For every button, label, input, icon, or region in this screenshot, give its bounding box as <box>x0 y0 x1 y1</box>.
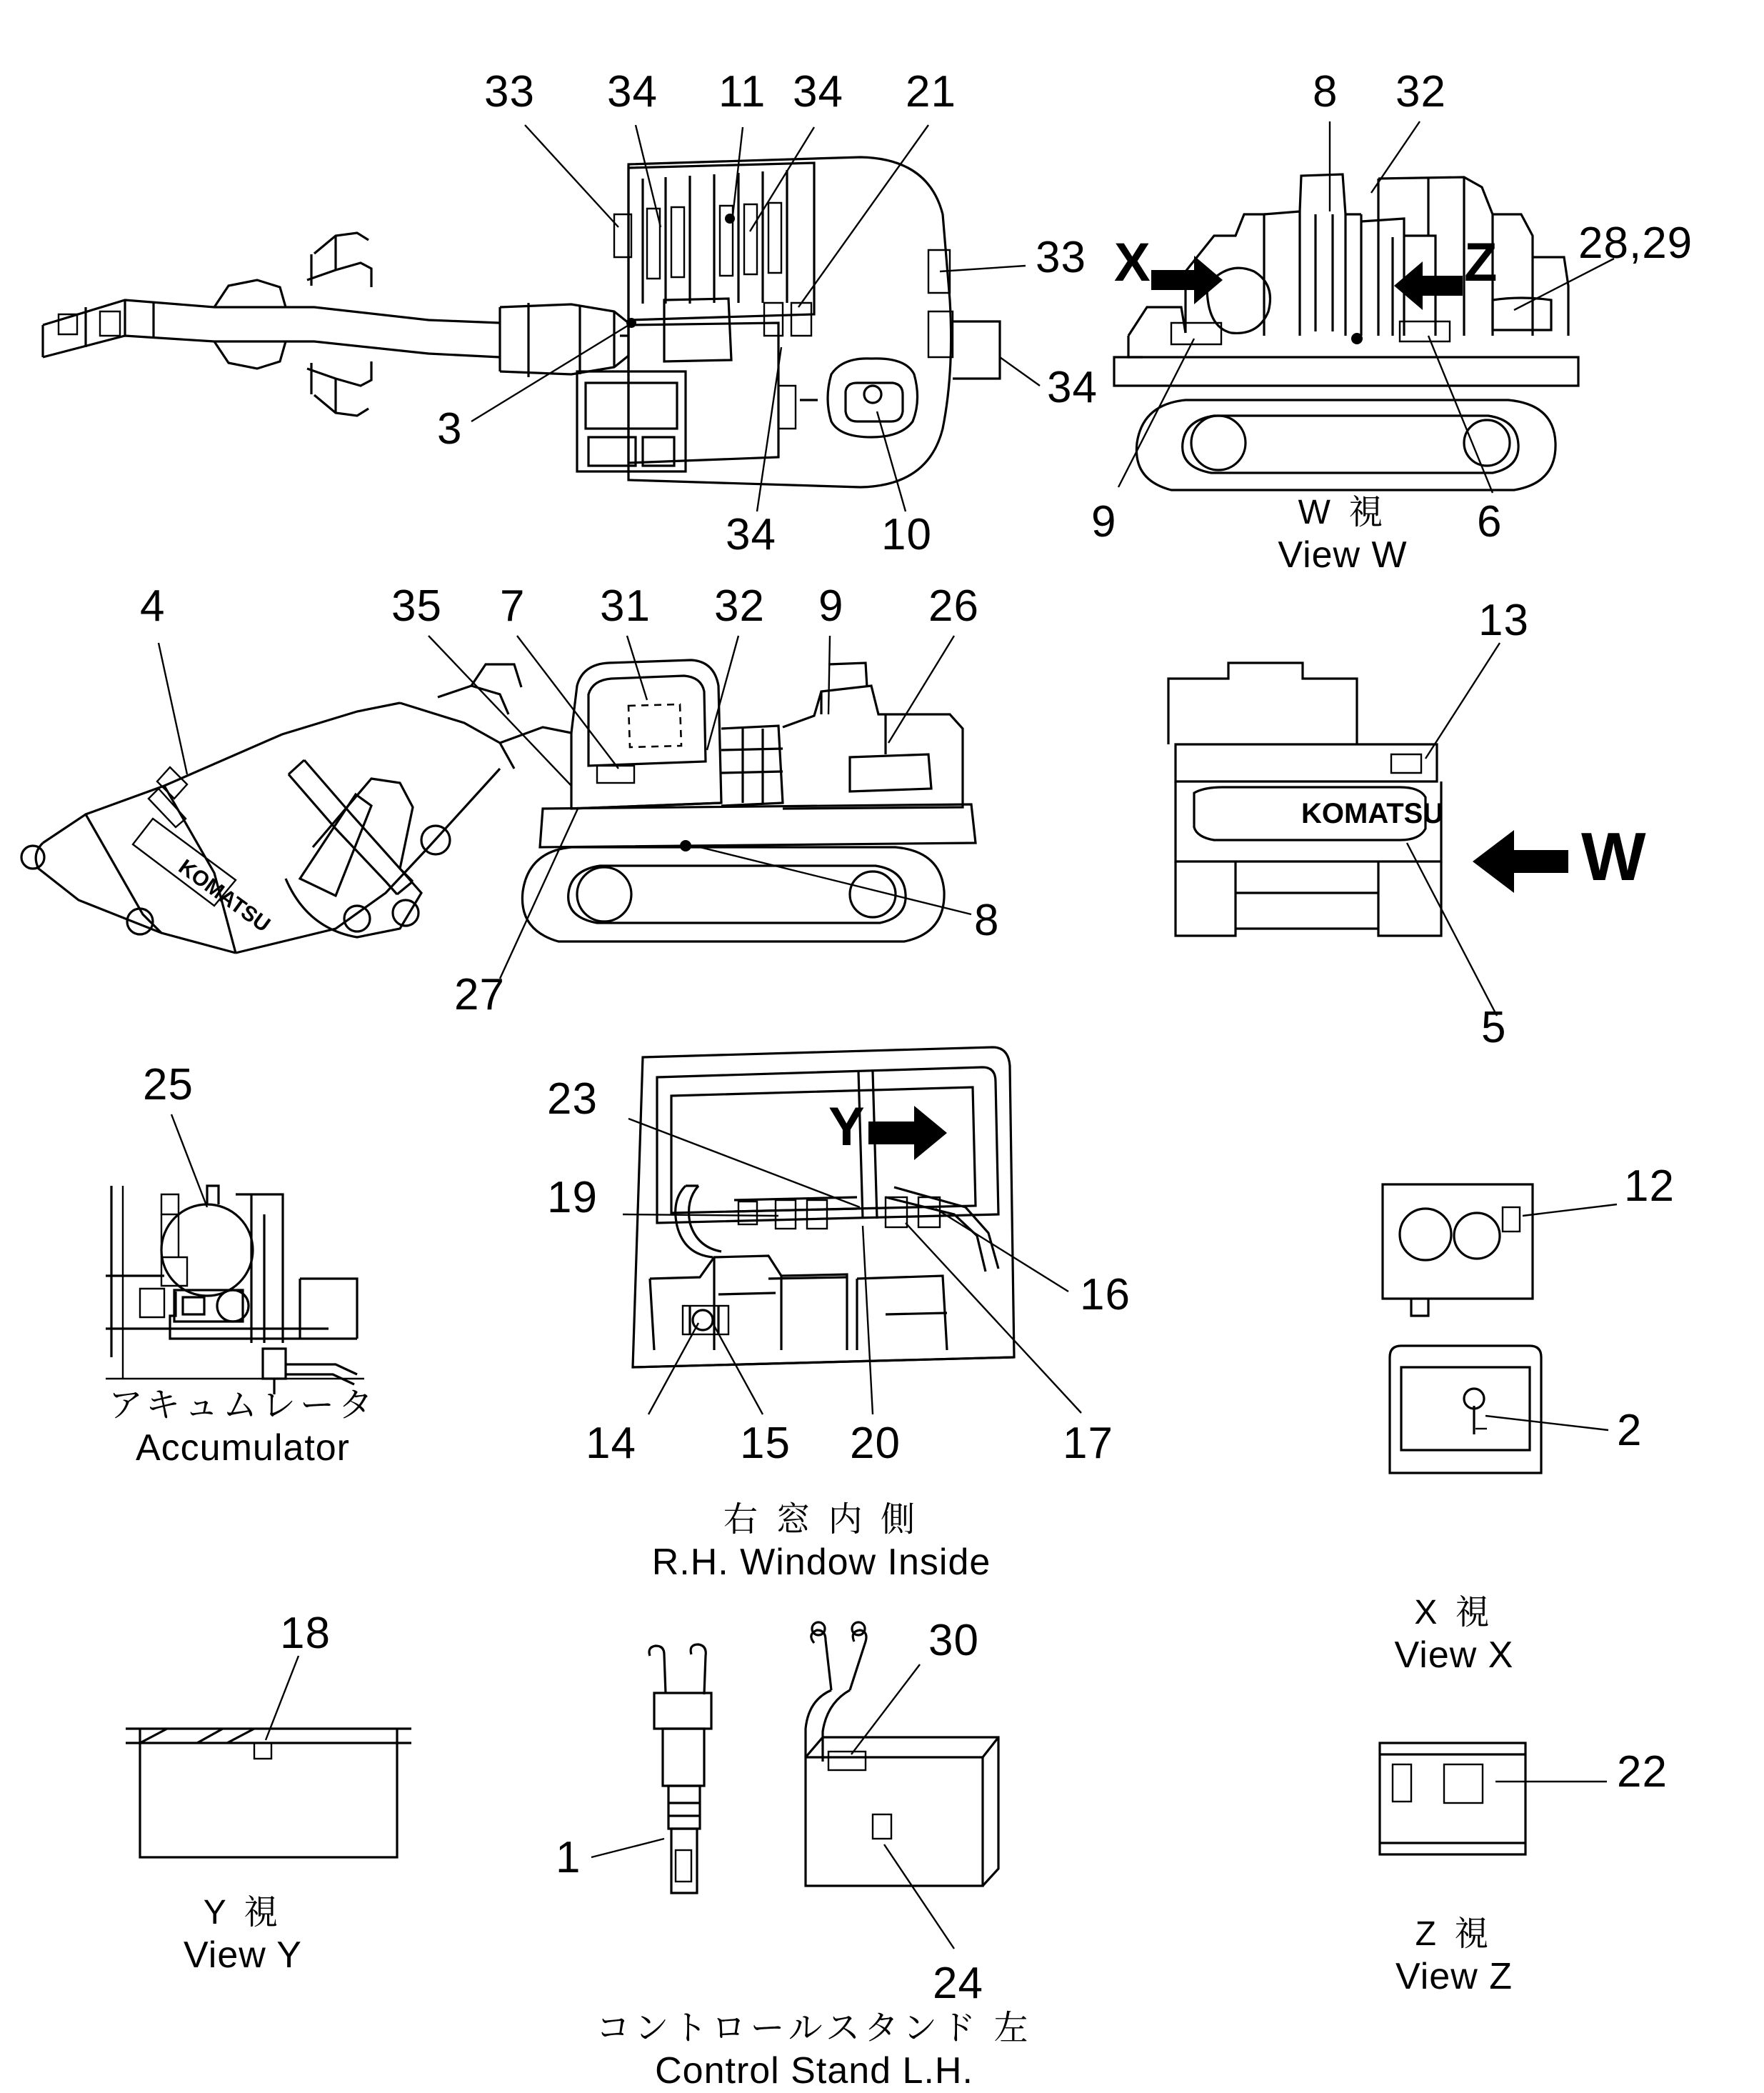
control-stand-caption <box>593 2009 1036 2093</box>
callout-34-top-bottom: 34 <box>726 510 776 559</box>
callout-24: 24 <box>933 1959 983 2008</box>
callout-1: 1 <box>556 1833 581 1882</box>
callout-32-side: 32 <box>714 581 765 631</box>
control-stand-caption-en: Control Stand L.H. <box>655 2049 973 2092</box>
callout-32-vieww: 32 <box>1395 67 1446 116</box>
callout-31: 31 <box>600 581 651 631</box>
callout-19: 19 <box>547 1173 598 1222</box>
callout-34-top-right: 34 <box>1047 363 1098 412</box>
callout-14: 14 <box>586 1419 636 1468</box>
callout-35: 35 <box>391 581 442 631</box>
view-w-caption-en: View W <box>1278 534 1408 576</box>
callout-22: 22 <box>1617 1747 1668 1797</box>
callout-34-top-b: 34 <box>793 67 843 116</box>
callout-3: 3 <box>437 404 463 454</box>
view-y-caption-en: View Y <box>184 1934 302 1976</box>
view-x-caption-en: View X <box>1394 1634 1514 1676</box>
callout-7: 7 <box>500 581 526 631</box>
marker-y: Y <box>828 1097 866 1157</box>
callout-9-side: 9 <box>818 581 844 631</box>
view-x-caption-jp: X 視 <box>1414 1594 1494 1632</box>
view-z-caption <box>1325 1914 1583 1999</box>
callout-6: 6 <box>1477 497 1503 546</box>
callout-5: 5 <box>1481 1003 1507 1052</box>
top-view-group <box>43 125 1040 511</box>
rh-window-caption-en: R.H. Window Inside <box>651 1541 991 1583</box>
callout-33-top: 33 <box>484 67 535 116</box>
callout-18: 18 <box>280 1609 331 1658</box>
marker-x: X <box>1114 232 1151 293</box>
front-brand-text: KOMATSU <box>1301 798 1444 829</box>
callout-13: 13 <box>1478 596 1529 645</box>
accumulator-caption-jp: アキュムレータ <box>108 1387 378 1424</box>
view-x-caption <box>1325 1593 1583 1677</box>
callout-17: 17 <box>1063 1419 1113 1468</box>
arm-brand-text: KOMATSU <box>174 854 275 937</box>
view-z-caption-jp: Z 視 <box>1415 1915 1493 1953</box>
accumulator-caption <box>93 1386 393 1470</box>
callout-34-top-a: 34 <box>607 67 658 116</box>
view-x-group <box>1383 1184 1617 1473</box>
control-stand-group <box>591 1622 998 1949</box>
callout-15: 15 <box>740 1419 791 1468</box>
marker-w: W <box>1581 819 1647 895</box>
view-z-caption-en: View Z <box>1395 1955 1513 1997</box>
view-w-caption-jp: W 視 <box>1298 494 1388 531</box>
view-w-group <box>1114 121 1614 493</box>
callout-10: 10 <box>881 510 932 559</box>
view-y-caption-jp: Y 視 <box>203 1894 283 1932</box>
front-view-group <box>1168 643 1568 1016</box>
view-z-group <box>1380 1743 1607 1854</box>
callout-26: 26 <box>928 581 979 631</box>
view-y-caption <box>100 1893 386 1977</box>
callout-11: 11 <box>718 67 766 116</box>
callout-4: 4 <box>140 581 166 631</box>
callout-20: 20 <box>850 1419 901 1468</box>
callout-27: 27 <box>454 970 505 1019</box>
callout-28-29: 28,29 <box>1578 219 1693 268</box>
callout-23: 23 <box>547 1074 598 1124</box>
view-y-group <box>126 1656 411 1857</box>
callout-2: 2 <box>1617 1406 1643 1455</box>
callout-30: 30 <box>928 1616 979 1665</box>
view-w-caption <box>1186 493 1503 577</box>
accumulator-caption-en: Accumulator <box>136 1427 350 1469</box>
callout-8-vieww: 8 <box>1313 67 1338 116</box>
callout-33-top-right: 33 <box>1036 233 1086 282</box>
callout-21: 21 <box>906 67 956 116</box>
control-stand-caption-jp: コントロールスタンド 左 <box>596 2009 1033 2047</box>
rh-window-caption-jp: 右 窓 内 側 <box>723 1501 919 1539</box>
callout-12: 12 <box>1624 1162 1675 1211</box>
marker-z: Z <box>1464 232 1498 293</box>
callout-8-side: 8 <box>974 896 1000 945</box>
callout-9-vieww: 9 <box>1091 497 1117 546</box>
callout-25: 25 <box>143 1060 194 1109</box>
callout-16: 16 <box>1080 1270 1131 1319</box>
side-view-group <box>21 636 976 979</box>
accumulator-group <box>106 1114 364 1394</box>
rh-window-caption <box>607 1500 1036 1584</box>
